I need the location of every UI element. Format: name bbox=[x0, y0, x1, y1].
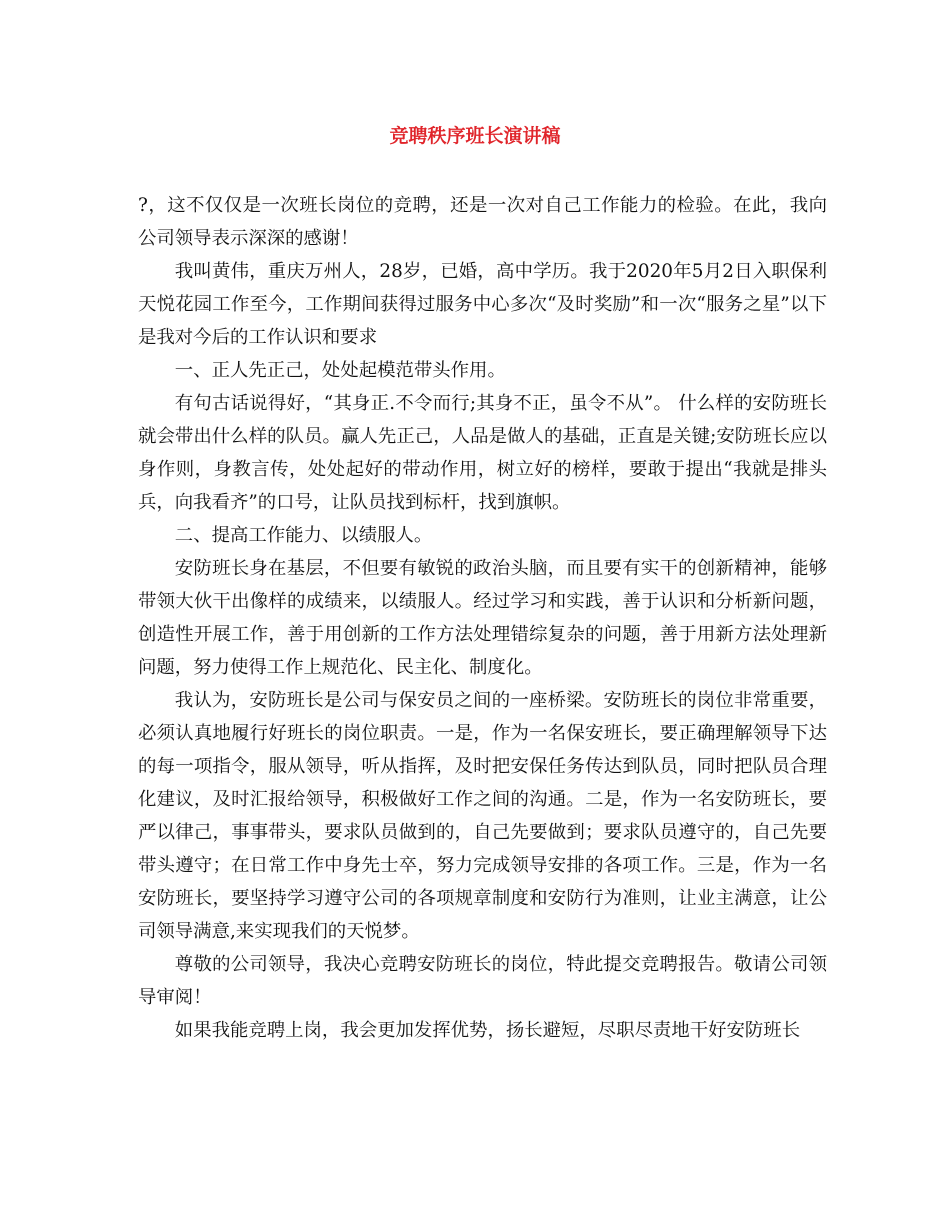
paragraph-section-2: 安防班长身在基层，不但要有敏锐的政治头脑，而且要有实干的创新精神，能够带领大伙干出像样的成绩来，以绩服人。经过学习和实践，善于认识和分析新问题，创造性开展工作，善于用创新的工作方法处理错综复杂的问题，善于用新方法处理新问题，努力使得工作上规范化、民主化、制度化。 bbox=[138, 558, 827, 678]
document-body bbox=[138, 189, 827, 1047]
document-title: 竞聘秩序班长演讲稿 bbox=[389, 125, 561, 147]
section-heading-2: 二、提高工作能力、以绩服人。 bbox=[174, 525, 433, 546]
section-heading-1: 一、正人先正己，处处起模范带头作用。 bbox=[174, 360, 506, 381]
paragraph-section-1: 有句古话说得好，“其身正.不令而行;其身不正，虽令不从”。 什么样的安防班长就会带出什么样的队员。赢人先正己，人品是做人的基础，正直是关键;安防班长应以身作则，身教言传，处处起好的带动作用，树立好的榜样，要敢于提出“我就是排头兵，向我看齐”的口号，让队员找到标杆，找到旗帜。 bbox=[138, 393, 827, 513]
paragraph-closing: 如果我能竞聘上岗，我会更加发挥优势，扬长避短，尽职尽责地干好安防班长 bbox=[174, 1020, 801, 1041]
paragraph-submission: 尊敬的公司领导，我决心竞聘安防班长的岗位，特此提交竞聘报告。敬请公司领导审阅！ bbox=[138, 954, 827, 1008]
paragraph-self-introduction: 我叫黄伟，重庆万州人，28岁，已婚，高中学历。我于2020年5月2日入职保利天悦花园工作至今，工作期间获得过服务中心多次“及时奖励”和一次“服务之星”以下是我对今后的工作认识和要求 bbox=[138, 261, 827, 348]
paragraph-opening: ?，这不仅仅是一次班长岗位的竞聘，还是一次对自己工作能力的检验。在此，我向公司领导表示深深的感谢！ bbox=[138, 195, 827, 249]
paragraph-responsibilities: 我认为，安防班长是公司与保安员之间的一座桥梁。安防班长的岗位非常重要，必须认真地履行好班长的岗位职责。一是，作为一名保安班长，要正确理解领导下达的每一项指令，服从领导，听从指挥，及时把安保任务传达到队员，同时把队员合理化建议，及时汇报给领导，积极做好工作之间的沟通。二是，作为一名安防班长，要严以律己，事事带头，要求队员做到的，自己先要做到；要求队员遵守的，自己先要带头遵守；在日常工作中身先士卒，努力完成领导安排的各项工作。三是，作为一名安防班长，要坚持学习遵守公司的各项规章制度和安防行为准则，让业主满意，让公司领导满意,来实现我们的天悦梦。 bbox=[138, 690, 827, 942]
